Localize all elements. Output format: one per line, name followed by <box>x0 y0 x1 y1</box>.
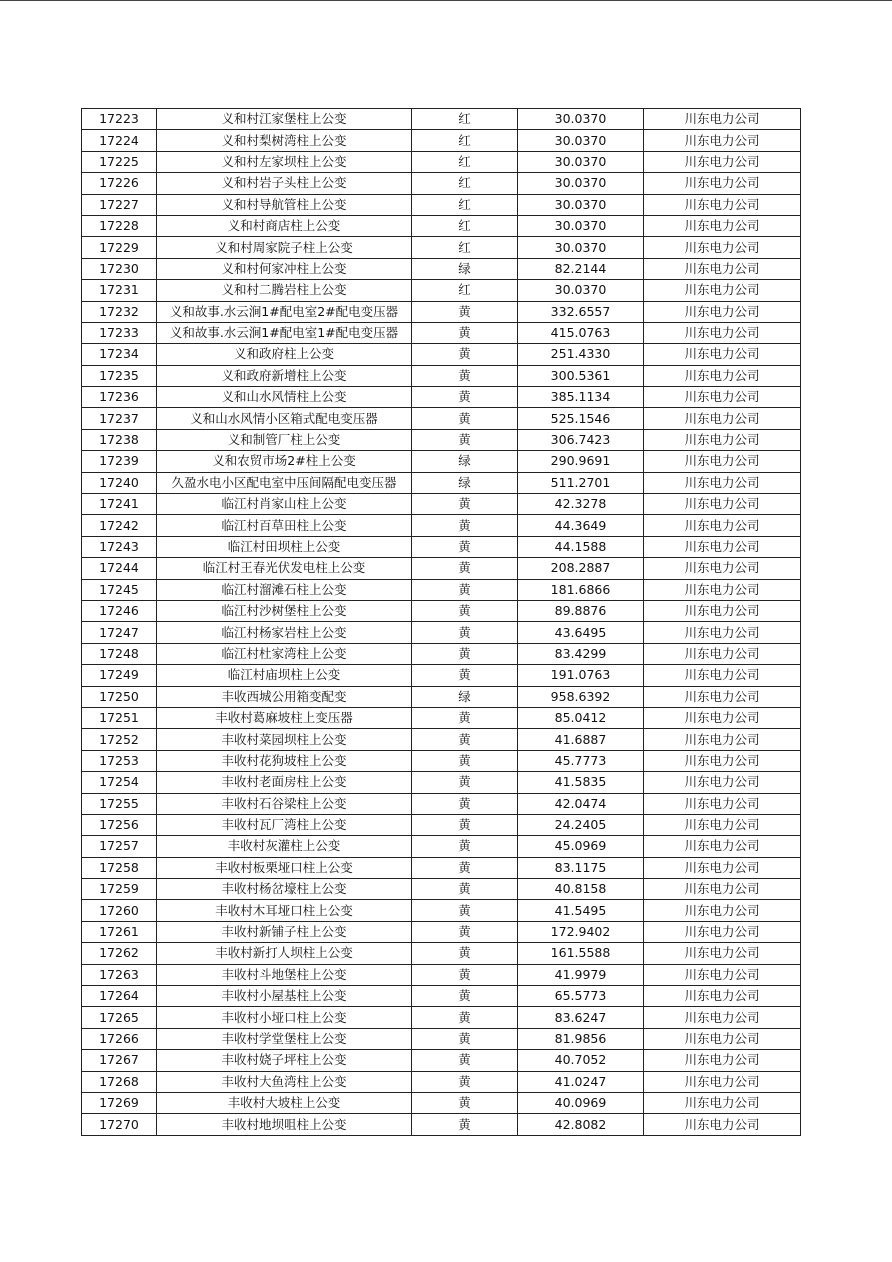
company-name-cell: 川东电力公司 <box>644 622 801 643</box>
capacity-value-cell: 30.0370 <box>518 151 644 172</box>
status-color-cell: 黄 <box>412 1007 518 1028</box>
status-color-cell: 黄 <box>412 900 518 921</box>
row-number-cell: 17227 <box>82 194 157 215</box>
station-name-cell: 丰收村木耳垭口柱上公变 <box>157 900 412 921</box>
capacity-value-cell: 958.6392 <box>518 686 644 707</box>
table-row <box>82 151 801 172</box>
status-color-cell: 黄 <box>412 750 518 771</box>
table-row <box>82 879 801 900</box>
status-color-cell: 黄 <box>412 879 518 900</box>
status-color-cell: 黄 <box>412 836 518 857</box>
station-name-cell: 义和村左家坝柱上公变 <box>157 151 412 172</box>
company-name-cell: 川东电力公司 <box>644 772 801 793</box>
status-color-cell: 黄 <box>412 964 518 985</box>
row-number-cell: 17259 <box>82 879 157 900</box>
table-row <box>82 772 801 793</box>
capacity-value-cell: 41.9979 <box>518 964 644 985</box>
station-name-cell: 临江村杜家湾柱上公变 <box>157 643 412 664</box>
company-name-cell: 川东电力公司 <box>644 387 801 408</box>
status-color-cell: 黄 <box>412 322 518 343</box>
status-color-cell: 黄 <box>412 494 518 515</box>
capacity-value-cell: 41.5495 <box>518 900 644 921</box>
station-name-cell: 义和政府新增柱上公变 <box>157 365 412 386</box>
row-number-cell: 17240 <box>82 472 157 493</box>
company-name-cell: 川东电力公司 <box>644 1071 801 1092</box>
company-name-cell: 川东电力公司 <box>644 237 801 258</box>
status-color-cell: 红 <box>412 130 518 151</box>
capacity-value-cell: 30.0370 <box>518 280 644 301</box>
row-number-cell: 17224 <box>82 130 157 151</box>
capacity-value-cell: 332.6557 <box>518 301 644 322</box>
company-name-cell: 川东电力公司 <box>644 280 801 301</box>
table-row <box>82 729 801 750</box>
table-row <box>82 558 801 579</box>
capacity-value-cell: 306.7423 <box>518 429 644 450</box>
capacity-value-cell: 44.3649 <box>518 515 644 536</box>
station-name-cell: 丰收村新铺子柱上公变 <box>157 921 412 942</box>
company-name-cell: 川东电力公司 <box>644 579 801 600</box>
table-row <box>82 943 801 964</box>
capacity-value-cell: 30.0370 <box>518 109 644 130</box>
table-row <box>82 643 801 664</box>
station-name-cell: 丰收村花狗坡柱上公变 <box>157 750 412 771</box>
row-number-cell: 17268 <box>82 1071 157 1092</box>
status-color-cell: 红 <box>412 109 518 130</box>
company-name-cell: 川东电力公司 <box>644 322 801 343</box>
table-row <box>82 921 801 942</box>
company-name-cell: 川东电力公司 <box>644 1050 801 1071</box>
company-name-cell: 川东电力公司 <box>644 429 801 450</box>
status-color-cell: 黄 <box>412 1071 518 1092</box>
row-number-cell: 17255 <box>82 793 157 814</box>
row-number-cell: 17237 <box>82 408 157 429</box>
capacity-value-cell: 415.0763 <box>518 322 644 343</box>
company-name-cell: 川东电力公司 <box>644 600 801 621</box>
table-row <box>82 600 801 621</box>
table-row <box>82 793 801 814</box>
capacity-value-cell: 82.2144 <box>518 258 644 279</box>
table-row <box>82 301 801 322</box>
capacity-value-cell: 42.8082 <box>518 1114 644 1135</box>
row-number-cell: 17252 <box>82 729 157 750</box>
row-number-cell: 17253 <box>82 750 157 771</box>
company-name-cell: 川东电力公司 <box>644 1007 801 1028</box>
row-number-cell: 17228 <box>82 215 157 236</box>
page-top-border <box>0 0 892 1</box>
station-name-cell: 义和村岩子头柱上公变 <box>157 173 412 194</box>
status-color-cell: 黄 <box>412 1028 518 1049</box>
company-name-cell: 川东电力公司 <box>644 686 801 707</box>
status-color-cell: 黄 <box>412 408 518 429</box>
row-number-cell: 17245 <box>82 579 157 600</box>
table-row <box>82 322 801 343</box>
status-color-cell: 黄 <box>412 1092 518 1113</box>
company-name-cell: 川东电力公司 <box>644 536 801 557</box>
station-name-cell: 久盈水电小区配电室中压间隔配电变压器 <box>157 472 412 493</box>
company-name-cell: 川东电力公司 <box>644 793 801 814</box>
station-name-cell: 丰收村娆子坪柱上公变 <box>157 1050 412 1071</box>
station-name-cell: 义和山水风情小区箱式配电变压器 <box>157 408 412 429</box>
capacity-value-cell: 181.6866 <box>518 579 644 600</box>
row-number-cell: 17270 <box>82 1114 157 1135</box>
row-number-cell: 17269 <box>82 1092 157 1113</box>
station-name-cell: 义和村周家院子柱上公变 <box>157 237 412 258</box>
company-name-cell: 川东电力公司 <box>644 879 801 900</box>
status-color-cell: 绿 <box>412 451 518 472</box>
row-number-cell: 17229 <box>82 237 157 258</box>
capacity-value-cell: 44.1588 <box>518 536 644 557</box>
company-name-cell: 川东电力公司 <box>644 301 801 322</box>
status-color-cell: 黄 <box>412 1114 518 1135</box>
station-name-cell: 义和农贸市场2#柱上公变 <box>157 451 412 472</box>
table-row <box>82 515 801 536</box>
status-color-cell: 红 <box>412 215 518 236</box>
table-row <box>82 472 801 493</box>
station-name-cell: 义和故事.水云涧1#配电室2#配电变压器 <box>157 301 412 322</box>
status-color-cell: 黄 <box>412 622 518 643</box>
company-name-cell: 川东电力公司 <box>644 365 801 386</box>
capacity-value-cell: 81.9856 <box>518 1028 644 1049</box>
company-name-cell: 川东电力公司 <box>644 494 801 515</box>
capacity-value-cell: 30.0370 <box>518 194 644 215</box>
table-body <box>82 109 801 1136</box>
station-name-cell: 丰收村杨岔壕柱上公变 <box>157 879 412 900</box>
capacity-value-cell: 30.0370 <box>518 130 644 151</box>
company-name-cell: 川东电力公司 <box>644 173 801 194</box>
table-row <box>82 387 801 408</box>
table-row <box>82 1028 801 1049</box>
row-number-cell: 17231 <box>82 280 157 301</box>
company-name-cell: 川东电力公司 <box>644 943 801 964</box>
row-number-cell: 17263 <box>82 964 157 985</box>
table-row <box>82 900 801 921</box>
table-row <box>82 130 801 151</box>
company-name-cell: 川东电力公司 <box>644 1114 801 1135</box>
capacity-value-cell: 24.2405 <box>518 814 644 835</box>
table-row <box>82 1092 801 1113</box>
station-name-cell: 临江村溜滩石柱上公变 <box>157 579 412 600</box>
station-name-cell: 义和村导航管柱上公变 <box>157 194 412 215</box>
capacity-value-cell: 40.8158 <box>518 879 644 900</box>
row-number-cell: 17236 <box>82 387 157 408</box>
table-row <box>82 365 801 386</box>
company-name-cell: 川东电力公司 <box>644 750 801 771</box>
status-color-cell: 黄 <box>412 707 518 728</box>
company-name-cell: 川东电力公司 <box>644 964 801 985</box>
row-number-cell: 17248 <box>82 643 157 664</box>
row-number-cell: 17262 <box>82 943 157 964</box>
company-name-cell: 川东电力公司 <box>644 558 801 579</box>
status-color-cell: 红 <box>412 151 518 172</box>
company-name-cell: 川东电力公司 <box>644 921 801 942</box>
company-name-cell: 川东电力公司 <box>644 344 801 365</box>
status-color-cell: 黄 <box>412 301 518 322</box>
status-color-cell: 绿 <box>412 686 518 707</box>
row-number-cell: 17233 <box>82 322 157 343</box>
row-number-cell: 17232 <box>82 301 157 322</box>
company-name-cell: 川东电力公司 <box>644 857 801 878</box>
status-color-cell: 黄 <box>412 814 518 835</box>
table-row <box>82 857 801 878</box>
table-row <box>82 258 801 279</box>
row-number-cell: 17260 <box>82 900 157 921</box>
table-row <box>82 1114 801 1135</box>
status-color-cell: 红 <box>412 237 518 258</box>
row-number-cell: 17250 <box>82 686 157 707</box>
station-name-cell: 义和山水风情柱上公变 <box>157 387 412 408</box>
status-color-cell: 黄 <box>412 429 518 450</box>
station-name-cell: 临江村百草田柱上公变 <box>157 515 412 536</box>
table-row <box>82 814 801 835</box>
status-color-cell: 黄 <box>412 943 518 964</box>
row-number-cell: 17223 <box>82 109 157 130</box>
company-name-cell: 川东电力公司 <box>644 151 801 172</box>
table-row <box>82 451 801 472</box>
status-color-cell: 黄 <box>412 387 518 408</box>
row-number-cell: 17246 <box>82 600 157 621</box>
station-name-cell: 丰收村老面房柱上公变 <box>157 772 412 793</box>
capacity-value-cell: 172.9402 <box>518 921 644 942</box>
capacity-value-cell: 43.6495 <box>518 622 644 643</box>
station-name-cell: 丰收村新打人坝柱上公变 <box>157 943 412 964</box>
station-name-cell: 义和故事.水云涧1#配电室1#配电变压器 <box>157 322 412 343</box>
station-name-cell: 丰收村菜园坝柱上公变 <box>157 729 412 750</box>
station-name-cell: 义和制管厂柱上公变 <box>157 429 412 450</box>
status-color-cell: 红 <box>412 194 518 215</box>
status-color-cell: 黄 <box>412 365 518 386</box>
station-name-cell: 丰收村斗地堡柱上公变 <box>157 964 412 985</box>
capacity-value-cell: 41.5835 <box>518 772 644 793</box>
capacity-value-cell: 42.0474 <box>518 793 644 814</box>
company-name-cell: 川东电力公司 <box>644 729 801 750</box>
capacity-value-cell: 41.6887 <box>518 729 644 750</box>
status-color-cell: 黄 <box>412 558 518 579</box>
table-row <box>82 536 801 557</box>
status-color-cell: 黄 <box>412 515 518 536</box>
capacity-value-cell: 45.0969 <box>518 836 644 857</box>
status-color-cell: 黄 <box>412 857 518 878</box>
status-color-cell: 红 <box>412 280 518 301</box>
station-name-cell: 丰收村小垭口柱上公变 <box>157 1007 412 1028</box>
company-name-cell: 川东电力公司 <box>644 472 801 493</box>
transformer-table <box>81 108 801 1136</box>
table-row <box>82 280 801 301</box>
row-number-cell: 17225 <box>82 151 157 172</box>
station-name-cell: 丰收村灰灌柱上公变 <box>157 836 412 857</box>
row-number-cell: 17243 <box>82 536 157 557</box>
status-color-cell: 黄 <box>412 643 518 664</box>
capacity-value-cell: 251.4330 <box>518 344 644 365</box>
table-row <box>82 408 801 429</box>
status-color-cell: 黄 <box>412 536 518 557</box>
status-color-cell: 绿 <box>412 472 518 493</box>
station-name-cell: 义和村商店柱上公变 <box>157 215 412 236</box>
row-number-cell: 17266 <box>82 1028 157 1049</box>
table-row <box>82 194 801 215</box>
capacity-value-cell: 83.6247 <box>518 1007 644 1028</box>
table-row <box>82 173 801 194</box>
company-name-cell: 川东电力公司 <box>644 900 801 921</box>
table-row <box>82 836 801 857</box>
capacity-value-cell: 511.2701 <box>518 472 644 493</box>
station-name-cell: 临江村王春光伏发电柱上公变 <box>157 558 412 579</box>
company-name-cell: 川东电力公司 <box>644 814 801 835</box>
table-row <box>82 579 801 600</box>
company-name-cell: 川东电力公司 <box>644 643 801 664</box>
table-row <box>82 237 801 258</box>
table-row <box>82 707 801 728</box>
company-name-cell: 川东电力公司 <box>644 451 801 472</box>
station-name-cell: 义和村二腾岩柱上公变 <box>157 280 412 301</box>
capacity-value-cell: 85.0412 <box>518 707 644 728</box>
row-number-cell: 17241 <box>82 494 157 515</box>
station-name-cell: 临江村沙树堡柱上公变 <box>157 600 412 621</box>
capacity-value-cell: 89.8876 <box>518 600 644 621</box>
station-name-cell: 义和村梨树湾柱上公变 <box>157 130 412 151</box>
status-color-cell: 黄 <box>412 579 518 600</box>
status-color-cell: 黄 <box>412 600 518 621</box>
row-number-cell: 17256 <box>82 814 157 835</box>
row-number-cell: 17257 <box>82 836 157 857</box>
status-color-cell: 黄 <box>412 665 518 686</box>
capacity-value-cell: 45.7773 <box>518 750 644 771</box>
station-name-cell: 丰收村大坡柱上公变 <box>157 1092 412 1113</box>
row-number-cell: 17238 <box>82 429 157 450</box>
station-name-cell: 义和政府柱上公变 <box>157 344 412 365</box>
company-name-cell: 川东电力公司 <box>644 258 801 279</box>
company-name-cell: 川东电力公司 <box>644 665 801 686</box>
table-row <box>82 665 801 686</box>
company-name-cell: 川东电力公司 <box>644 130 801 151</box>
station-name-cell: 义和村何家冲柱上公变 <box>157 258 412 279</box>
status-color-cell: 红 <box>412 173 518 194</box>
company-name-cell: 川东电力公司 <box>644 1028 801 1049</box>
table-row <box>82 964 801 985</box>
capacity-value-cell: 290.9691 <box>518 451 644 472</box>
table-row <box>82 1071 801 1092</box>
company-name-cell: 川东电力公司 <box>644 408 801 429</box>
station-name-cell: 丰收村地坝咀柱上公变 <box>157 1114 412 1135</box>
capacity-value-cell: 525.1546 <box>518 408 644 429</box>
row-number-cell: 17226 <box>82 173 157 194</box>
table-row <box>82 686 801 707</box>
capacity-value-cell: 191.0763 <box>518 665 644 686</box>
table-row <box>82 750 801 771</box>
station-name-cell: 丰收村板栗垭口柱上公变 <box>157 857 412 878</box>
table-row <box>82 1050 801 1071</box>
status-color-cell: 绿 <box>412 258 518 279</box>
row-number-cell: 17234 <box>82 344 157 365</box>
station-name-cell: 临江村庙坝柱上公变 <box>157 665 412 686</box>
station-name-cell: 丰收村小屋基柱上公变 <box>157 986 412 1007</box>
company-name-cell: 川东电力公司 <box>644 986 801 1007</box>
company-name-cell: 川东电力公司 <box>644 1092 801 1113</box>
table-row <box>82 109 801 130</box>
row-number-cell: 17258 <box>82 857 157 878</box>
status-color-cell: 黄 <box>412 1050 518 1071</box>
capacity-value-cell: 42.3278 <box>518 494 644 515</box>
status-color-cell: 黄 <box>412 772 518 793</box>
station-name-cell: 丰收村学堂堡柱上公变 <box>157 1028 412 1049</box>
row-number-cell: 17265 <box>82 1007 157 1028</box>
table-row <box>82 1007 801 1028</box>
station-name-cell: 丰收西城公用箱变配变 <box>157 686 412 707</box>
capacity-value-cell: 208.2887 <box>518 558 644 579</box>
company-name-cell: 川东电力公司 <box>644 109 801 130</box>
row-number-cell: 17235 <box>82 365 157 386</box>
station-name-cell: 丰收村石谷梁柱上公变 <box>157 793 412 814</box>
status-color-cell: 黄 <box>412 793 518 814</box>
capacity-value-cell: 30.0370 <box>518 215 644 236</box>
row-number-cell: 17251 <box>82 707 157 728</box>
station-name-cell: 临江村田坝柱上公变 <box>157 536 412 557</box>
row-number-cell: 17254 <box>82 772 157 793</box>
row-number-cell: 17244 <box>82 558 157 579</box>
row-number-cell: 17239 <box>82 451 157 472</box>
capacity-value-cell: 83.1175 <box>518 857 644 878</box>
station-name-cell: 丰收村葛麻坡柱上变压器 <box>157 707 412 728</box>
status-color-cell: 黄 <box>412 986 518 1007</box>
capacity-value-cell: 83.4299 <box>518 643 644 664</box>
company-name-cell: 川东电力公司 <box>644 515 801 536</box>
station-name-cell: 丰收村瓦厂湾柱上公变 <box>157 814 412 835</box>
capacity-value-cell: 161.5588 <box>518 943 644 964</box>
table-row <box>82 429 801 450</box>
capacity-value-cell: 300.5361 <box>518 365 644 386</box>
capacity-value-cell: 65.5773 <box>518 986 644 1007</box>
company-name-cell: 川东电力公司 <box>644 215 801 236</box>
company-name-cell: 川东电力公司 <box>644 194 801 215</box>
row-number-cell: 17267 <box>82 1050 157 1071</box>
station-name-cell: 义和村江家堡柱上公变 <box>157 109 412 130</box>
capacity-value-cell: 40.7052 <box>518 1050 644 1071</box>
table-row <box>82 622 801 643</box>
row-number-cell: 17247 <box>82 622 157 643</box>
station-name-cell: 丰收村大鱼湾柱上公变 <box>157 1071 412 1092</box>
row-number-cell: 17230 <box>82 258 157 279</box>
capacity-value-cell: 30.0370 <box>518 237 644 258</box>
table-row <box>82 494 801 515</box>
table-row <box>82 986 801 1007</box>
row-number-cell: 17242 <box>82 515 157 536</box>
row-number-cell: 17261 <box>82 921 157 942</box>
row-number-cell: 17264 <box>82 986 157 1007</box>
capacity-value-cell: 41.0247 <box>518 1071 644 1092</box>
company-name-cell: 川东电力公司 <box>644 836 801 857</box>
status-color-cell: 黄 <box>412 729 518 750</box>
capacity-value-cell: 385.1134 <box>518 387 644 408</box>
company-name-cell: 川东电力公司 <box>644 707 801 728</box>
table-row <box>82 344 801 365</box>
row-number-cell: 17249 <box>82 665 157 686</box>
station-name-cell: 临江村肖家山柱上公变 <box>157 494 412 515</box>
capacity-value-cell: 40.0969 <box>518 1092 644 1113</box>
capacity-value-cell: 30.0370 <box>518 173 644 194</box>
status-color-cell: 黄 <box>412 921 518 942</box>
station-name-cell: 临江村杨家岩柱上公变 <box>157 622 412 643</box>
table-row <box>82 215 801 236</box>
status-color-cell: 黄 <box>412 344 518 365</box>
